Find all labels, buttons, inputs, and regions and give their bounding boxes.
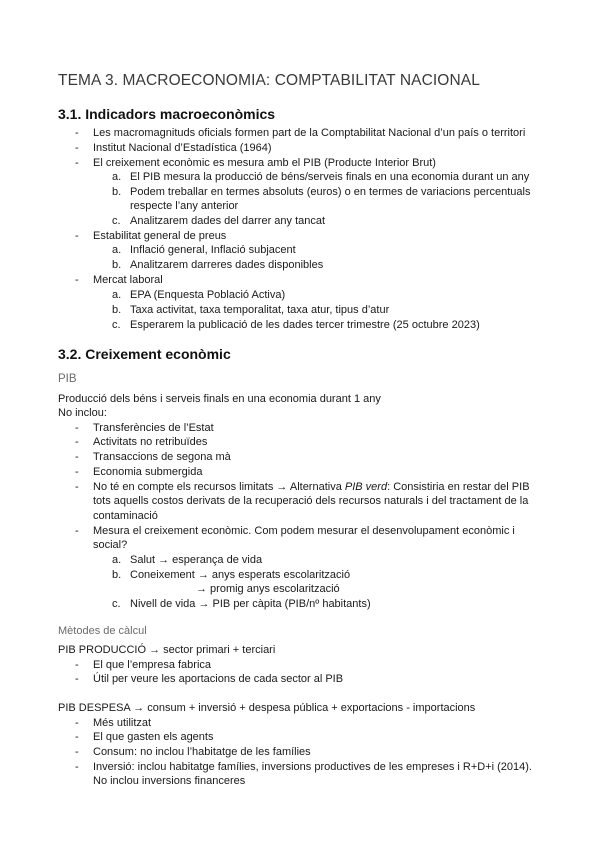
bullet-dash: -: [75, 659, 79, 671]
no-inclou-label: No inclou:: [58, 407, 107, 419]
sub-list-item: El PIB mesura la producció de béns/serveis finals en una economia durant un any: [130, 171, 530, 183]
list-item-continued: No inclou inversions financeres: [93, 775, 246, 787]
list-item: Economia submergida: [93, 466, 203, 478]
list-item: El creixement econòmic es mesura amb el PIB (Producte Interior Brut): [93, 157, 436, 169]
pib-produccio-heading: PIB PRODUCCIÓ → sector primari + terciari: [58, 644, 276, 656]
section-heading-indicadors: 3.1. Indicadors macroeconòmics: [58, 106, 276, 122]
sub-list-item-continued: → promig anys escolarització: [196, 583, 340, 595]
sub-list-item: Inflació general, Inflació subjacent: [130, 244, 296, 256]
sub-list-item-continued: respecte l’any anterior: [130, 200, 239, 212]
bullet-dash: -: [75, 731, 79, 743]
bullet-dash: -: [75, 274, 79, 286]
list-letter: a.: [112, 554, 122, 566]
bullet-dash: -: [75, 761, 79, 773]
list-letter: c.: [112, 319, 121, 331]
sub-list-item: Taxa activitat, taxa temporalitat, taxa atur, tipus d’atur: [130, 304, 390, 316]
bullet-dash: -: [75, 746, 79, 758]
sub-list-item: Analitzarem darreres dades disponibles: [130, 259, 324, 271]
list-item: Inversió: inclou habitatge famílies, inversions productives de les empreses i R+D+i (2014).: [93, 761, 532, 773]
list-item: Transaccions de segona mà: [93, 451, 231, 463]
sub-list-item: Nivell de vida → PIB per càpita (PIB/nº habitants): [130, 598, 371, 610]
sub-list-item: Salut → esperança de vida: [130, 554, 263, 566]
list-item: Més utilitzat: [93, 717, 152, 729]
list-letter: a.: [112, 289, 122, 301]
bullet-dash: -: [75, 157, 79, 169]
bullet-dash: -: [75, 481, 79, 493]
sub-list-item: Coneixement → anys esperats escolarització: [130, 569, 351, 581]
bullet-dash: -: [75, 436, 79, 448]
pib-despesa-heading: PIB DESPESA → consum + inversió + despesa pública + exportacions - importacions: [58, 702, 476, 714]
section-heading-creixement: 3.2. Creixement econòmic: [58, 346, 231, 362]
list-item: El que l’empresa fabrica: [93, 659, 212, 671]
list-letter: c.: [112, 598, 121, 610]
recursos-text-cont: : Consistiria en restar del PIB: [387, 481, 530, 493]
list-item: Útil per veure les aportacions de cada sector al PIB: [93, 673, 344, 685]
bullet-dash: -: [75, 525, 79, 537]
sub-list-item: Analitzarem dades del darrer any tancat: [130, 215, 326, 227]
list-letter: a.: [112, 244, 122, 256]
list-letter: b.: [112, 259, 122, 271]
bullet-dash: -: [75, 466, 79, 478]
list-item-recursos: [93, 480, 530, 495]
list-letter: b.: [112, 304, 122, 316]
list-item-continued: contaminació: [93, 510, 158, 522]
bullet-dash: -: [75, 451, 79, 463]
bullet-dash: -: [75, 127, 79, 139]
bullet-dash: -: [75, 717, 79, 729]
sub-list-item: EPA (Enquesta Població Activa): [130, 289, 286, 301]
recursos-text: No té en compte els recursos limitats → Alternativa: [93, 481, 345, 493]
subsection-heading-metodes: Mètodes de càlcul: [58, 625, 147, 637]
bullet-dash: -: [75, 230, 79, 242]
pib-verd-term: PIB verd: [344, 481, 388, 493]
list-item: Institut Nacional d’Estadística (1964): [93, 142, 272, 154]
document-title: TEMA 3. MACROECONOMIA: COMPTABILITAT NACIONAL: [58, 72, 480, 89]
list-item: Mercat laboral: [93, 274, 163, 286]
list-item: Estabilitat general de preus: [93, 230, 227, 242]
list-item: Les macromagnituds oficials formen part de la Comptabilitat Nacional d’un país o territori: [93, 127, 526, 139]
sub-list-item: Esperarem la publicació de les dades tercer trimestre (25 octubre 2023): [130, 319, 480, 331]
list-letter: b.: [112, 569, 122, 581]
list-item: Transferències de l’Estat: [93, 422, 214, 434]
list-letter: c.: [112, 215, 121, 227]
list-item-continued: social?: [93, 539, 128, 551]
bullet-dash: -: [75, 673, 79, 685]
subsection-heading-pib: PIB: [58, 373, 77, 385]
list-item: Consum: no inclou l’habitatge de les famílies: [93, 746, 311, 758]
sub-list-item: Podem treballar en termes absoluts (euros) o en termes de variacions percentuals: [130, 186, 531, 198]
list-item: El que gasten els agents: [93, 731, 214, 743]
bullet-dash: -: [75, 422, 79, 434]
pib-definition: Producció dels béns i serveis finals en una economia durant 1 any: [58, 393, 381, 405]
list-item: Activitats no retribuïdes: [93, 436, 208, 448]
list-item-continued: tots aquells costos derivats de la recuperació dels recursos naturals i del tractament de la: [93, 495, 529, 507]
list-letter: a.: [112, 171, 122, 183]
list-item: Mesura el creixement econòmic. Com podem mesurar el desenvolupament econòmic i: [93, 525, 515, 537]
bullet-dash: -: [75, 142, 79, 154]
list-letter: b.: [112, 186, 122, 198]
